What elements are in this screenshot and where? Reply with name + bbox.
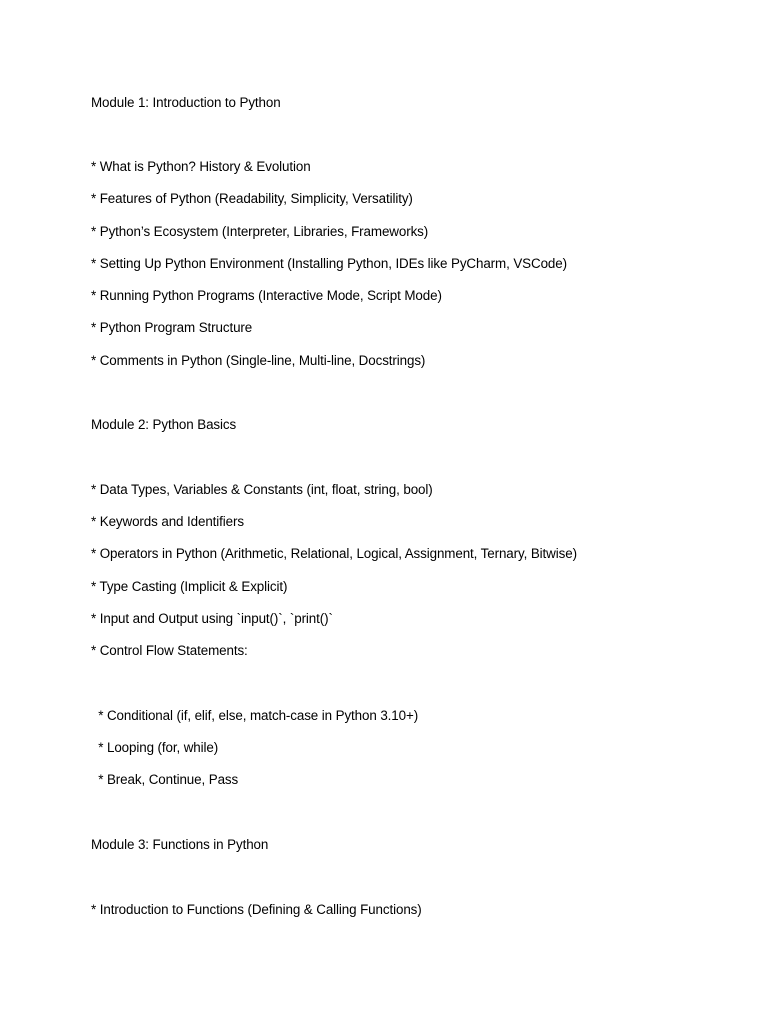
module-1-item: * Features of Python (Readability, Simplicity, Versatility) (91, 191, 413, 206)
module-1-heading: Module 1: Introduction to Python (91, 95, 281, 110)
module-2-item: * Keywords and Identifiers (91, 514, 244, 529)
module-2-subitem: * Break, Continue, Pass (91, 772, 239, 787)
module-1-item: * Comments in Python (Single-line, Multi-line, Docstrings) (91, 353, 426, 368)
module-2-item: * Type Casting (Implicit & Explicit) (91, 579, 288, 594)
module-1-item: * Python’s Ecosystem (Interpreter, Libraries, Frameworks) (91, 224, 429, 239)
module-2-subitem: * Looping (for, while) (91, 740, 219, 755)
module-2-subitem: * Conditional (if, elif, else, match-case in Python 3.10+) (91, 708, 419, 723)
module-2-item: * Operators in Python (Arithmetic, Relational, Logical, Assignment, Ternary, Bitwise) (91, 546, 577, 561)
module-1-item: * What is Python? History & Evolution (91, 159, 311, 174)
module-3-heading: Module 3: Functions in Python (91, 837, 269, 852)
module-1-item: * Setting Up Python Environment (Installing Python, IDEs like PyCharm, VSCode) (91, 256, 567, 271)
module-3-item: * Introduction to Functions (Defining & Calling Functions) (91, 902, 422, 917)
module-1-item: * Running Python Programs (Interactive Mode, Script Mode) (91, 288, 442, 303)
module-2-item: * Input and Output using `input()`, `print()` (91, 611, 333, 626)
module-2-heading: Module 2: Python Basics (91, 417, 237, 432)
module-2-item: * Data Types, Variables & Constants (int, float, string, bool) (91, 482, 433, 497)
module-2-item: * Control Flow Statements: (91, 643, 248, 658)
module-1-item: * Python Program Structure (91, 320, 253, 335)
